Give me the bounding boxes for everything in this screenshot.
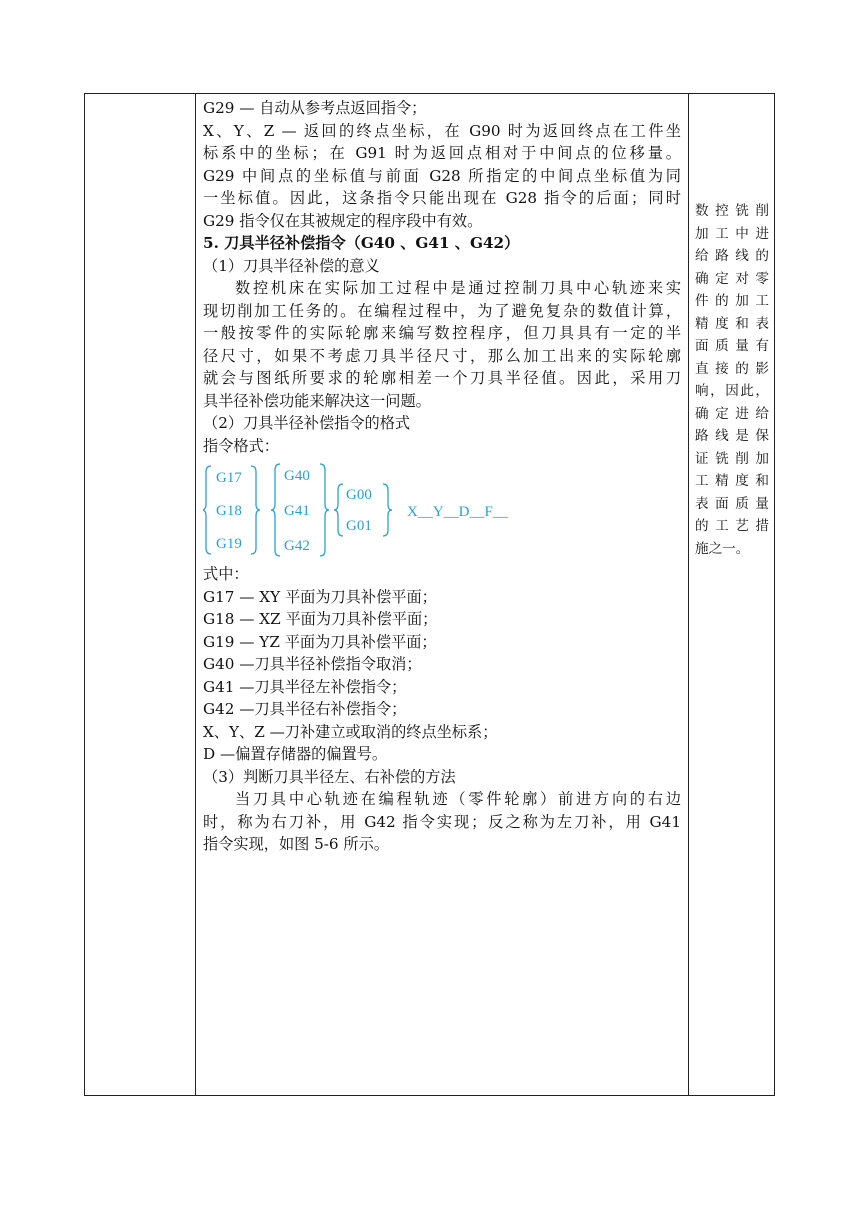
content-block-2	[203, 563, 681, 856]
text-line: G17 — XY 平面为刀具补偿平面；	[203, 587, 437, 606]
text-line: G42 —刀具半径右补偿指令；	[203, 700, 407, 718]
brace-left-2	[271, 464, 280, 556]
side-note-line: 的工艺措	[695, 518, 769, 534]
side-note	[695, 200, 769, 560]
text-line: G18 — XZ 平面为刀具补偿平面；	[203, 610, 438, 628]
formula-g42: G42	[284, 538, 310, 554]
brace-right-2	[320, 464, 329, 556]
side-note-line: 响，因此，	[695, 383, 769, 399]
text-line: 时，称为右刀补，用 G42 指令实现；反之称为左刀补，用 G41	[203, 812, 681, 831]
text-line: 指令实现，如图 5-6 所示。	[203, 835, 389, 853]
text-line: 现切削加工任务的。在编程过程中，为了避免复杂的数值计算，	[203, 301, 681, 320]
side-note-line: 加工中进	[695, 225, 769, 242]
text-line: 5. 刀具半径补偿指令（G40 、G41 、G42）	[203, 234, 520, 252]
text-line: （1）刀具半径补偿的意义	[203, 256, 380, 275]
side-note-line: 工精度和	[695, 473, 769, 489]
formula-address-tail: X__Y__D__F__	[407, 504, 508, 520]
formula-g19: G19	[216, 536, 242, 552]
text-line: 一坐标值。因此，这条指令只能出现在 G28 指令的后面；同时	[203, 189, 681, 207]
formula-g41: G41	[284, 503, 310, 519]
text-line: 一般按零件的实际轮廓来编写数控程序，但刀具具有一定的半	[203, 324, 681, 342]
brace-right-1	[251, 466, 260, 554]
formula-g01: G01	[346, 518, 372, 534]
command-format-formula	[203, 460, 681, 560]
text-line: G19 — YZ 平面为刀具补偿平面；	[203, 632, 437, 651]
right-column-divider	[688, 94, 689, 1095]
lesson-table	[84, 93, 775, 1096]
text-line: （3）判断刀具半径左、右补偿的方法	[203, 767, 456, 786]
side-note-line: 数控铣削	[695, 203, 769, 219]
text-line: G40 —刀具半径补偿指令取消；	[203, 655, 422, 673]
formula-g17: G17	[216, 470, 242, 486]
text-line: 就会与图纸所要求的轮廓相差一个刀具半径值。因此，采用刀	[203, 369, 681, 387]
side-note-line: 确定对零	[695, 270, 769, 287]
side-note-line: 路线是保	[695, 428, 769, 444]
side-note-line: 精度和表	[695, 315, 769, 332]
text-line: （2）刀具半径补偿指令的格式	[203, 414, 411, 432]
text-line: X、Y、Z — 返回的终点坐标，在 G90 时为返回终点在工件坐	[203, 121, 681, 140]
formula-g00: G00	[346, 487, 372, 503]
left-column-divider	[195, 94, 196, 1095]
text-line: G29 指令仅在其被规定的程序段中有效。	[203, 211, 483, 230]
text-line: G29 中间点的坐标值与前面 G28 所指定的中间点坐标值为同	[203, 166, 681, 185]
brace-left-1	[203, 466, 211, 554]
brace-left-3	[334, 484, 343, 536]
side-note-line: 件的加工	[695, 293, 769, 309]
side-note-line: 施之一。	[695, 540, 750, 557]
main-content	[203, 97, 681, 856]
side-note-line: 直接的影	[695, 360, 769, 377]
side-note-line: 面质量有	[695, 338, 769, 354]
formula-g40: G40	[284, 468, 310, 484]
side-note-line: 证铣削加	[695, 450, 769, 467]
text-line: 指令格式：	[203, 436, 279, 455]
text-line: G29 — 自动从参考点返回指令；	[203, 99, 427, 117]
formula-g18: G18	[216, 503, 242, 519]
text-line: G41 —刀具半径左补偿指令；	[203, 677, 407, 696]
text-line: 具半径补偿功能来解决这一问题。	[203, 391, 431, 410]
content-block-1	[203, 97, 681, 457]
text-line: 标系中的坐标；在 G91 时为返回点相对于中间点的位移量。	[203, 144, 681, 162]
text-line: D —偏置存储器的偏置号。	[203, 745, 388, 763]
side-note-line: 给路线的	[695, 248, 769, 264]
text-line: 当刀具中心轨迹在编程轨迹（零件轮廓）前进方向的右边	[235, 790, 681, 808]
text-line: 式中：	[203, 565, 249, 583]
brace-right-3	[383, 484, 392, 536]
text-line: X、Y、Z —刀补建立或取消的终点坐标系；	[203, 722, 498, 741]
text-line: 数控机床在实际加工过程中是通过控制刀具中心轨迹来实	[235, 279, 681, 297]
text-line: 径尺寸，如果不考虑刀具半径尺寸，那么加工出来的实际轮廓	[203, 346, 681, 365]
side-note-line: 表面质量	[695, 495, 769, 512]
side-note-line: 确定进给	[695, 405, 769, 422]
